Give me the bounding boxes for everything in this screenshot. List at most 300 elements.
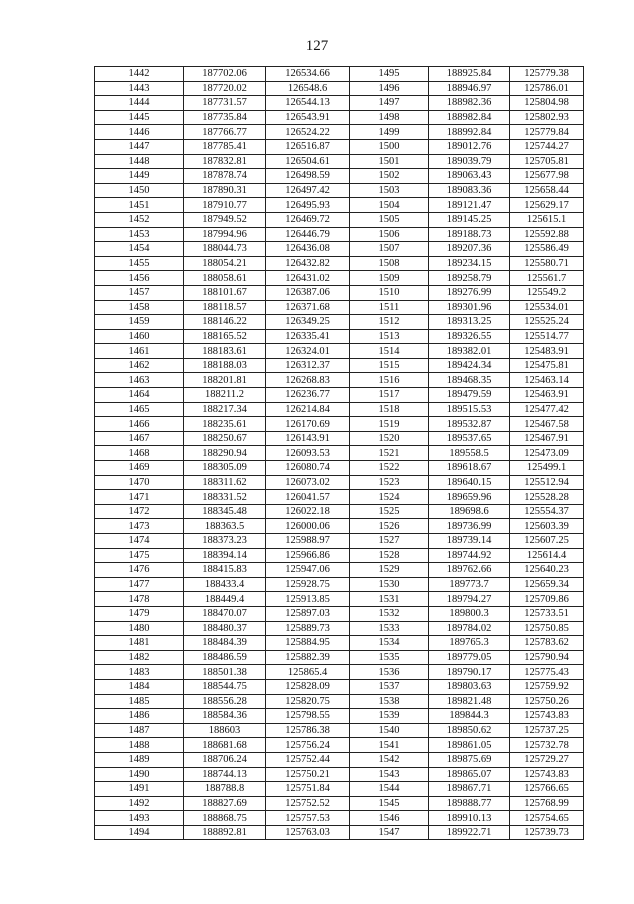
y-coordinate-cell: 125467.91 bbox=[510, 431, 584, 446]
x-coordinate-cell: 189803.63 bbox=[429, 679, 510, 694]
y-coordinate-cell: 125750.85 bbox=[510, 621, 584, 636]
y-coordinate-cell: 126335.41 bbox=[266, 329, 350, 344]
x-coordinate-cell: 188480.37 bbox=[184, 621, 266, 636]
x-coordinate-cell: 189779.05 bbox=[429, 650, 510, 665]
y-coordinate-cell: 126170.69 bbox=[266, 417, 350, 432]
point-number-cell: 1471 bbox=[95, 490, 184, 505]
x-coordinate-cell: 188946.97 bbox=[429, 81, 510, 96]
y-coordinate-cell: 125592.88 bbox=[510, 227, 584, 242]
x-coordinate-cell: 187890.31 bbox=[184, 183, 266, 198]
point-number-cell: 1536 bbox=[350, 665, 429, 680]
point-number-cell: 1502 bbox=[350, 169, 429, 184]
y-coordinate-cell: 126495.93 bbox=[266, 198, 350, 213]
x-coordinate-cell: 189640.15 bbox=[429, 475, 510, 490]
table-row bbox=[95, 548, 584, 563]
point-number-cell: 1449 bbox=[95, 169, 184, 184]
point-number-cell: 1496 bbox=[350, 81, 429, 96]
point-number-cell: 1477 bbox=[95, 577, 184, 592]
x-coordinate-cell: 189234.15 bbox=[429, 256, 510, 271]
y-coordinate-cell: 126143.91 bbox=[266, 431, 350, 446]
y-coordinate-cell: 126324.01 bbox=[266, 344, 350, 359]
y-coordinate-cell: 125709.86 bbox=[510, 592, 584, 607]
point-number-cell: 1454 bbox=[95, 242, 184, 257]
y-coordinate-cell: 125790.94 bbox=[510, 650, 584, 665]
point-number-cell: 1509 bbox=[350, 271, 429, 286]
x-coordinate-cell: 189537.65 bbox=[429, 431, 510, 446]
point-number-cell: 1507 bbox=[350, 242, 429, 257]
y-coordinate-cell: 126080.74 bbox=[266, 461, 350, 476]
x-coordinate-cell: 188305.09 bbox=[184, 461, 266, 476]
y-coordinate-cell: 125561.7 bbox=[510, 271, 584, 286]
y-coordinate-cell: 125947.06 bbox=[266, 563, 350, 578]
point-number-cell: 1544 bbox=[350, 782, 429, 797]
y-coordinate-cell: 126431.02 bbox=[266, 271, 350, 286]
x-coordinate-cell: 187702.06 bbox=[184, 67, 266, 82]
y-coordinate-cell: 126469.72 bbox=[266, 212, 350, 227]
x-coordinate-cell: 188394.14 bbox=[184, 548, 266, 563]
y-coordinate-cell: 125640.23 bbox=[510, 563, 584, 578]
point-number-cell: 1461 bbox=[95, 344, 184, 359]
point-number-cell: 1456 bbox=[95, 271, 184, 286]
x-coordinate-cell: 189479.59 bbox=[429, 388, 510, 403]
x-coordinate-cell: 188501.38 bbox=[184, 665, 266, 680]
y-coordinate-cell: 125615.1 bbox=[510, 212, 584, 227]
point-number-cell: 1468 bbox=[95, 446, 184, 461]
y-coordinate-cell: 125779.84 bbox=[510, 125, 584, 140]
y-coordinate-cell: 125750.21 bbox=[266, 767, 350, 782]
point-number-cell: 1470 bbox=[95, 475, 184, 490]
y-coordinate-cell: 125514.77 bbox=[510, 329, 584, 344]
y-coordinate-cell: 125766.65 bbox=[510, 782, 584, 797]
table-row bbox=[95, 358, 584, 373]
point-number-cell: 1479 bbox=[95, 606, 184, 621]
x-coordinate-cell: 187720.02 bbox=[184, 81, 266, 96]
y-coordinate-cell: 125744.27 bbox=[510, 139, 584, 154]
x-coordinate-cell: 189326.55 bbox=[429, 329, 510, 344]
point-number-cell: 1545 bbox=[350, 796, 429, 811]
table-row bbox=[95, 475, 584, 490]
table-row bbox=[95, 242, 584, 257]
y-coordinate-cell: 125756.24 bbox=[266, 738, 350, 753]
point-number-cell: 1510 bbox=[350, 285, 429, 300]
point-number-cell: 1500 bbox=[350, 139, 429, 154]
point-number-cell: 1458 bbox=[95, 300, 184, 315]
x-coordinate-cell: 188584.36 bbox=[184, 709, 266, 724]
x-coordinate-cell: 188363.5 bbox=[184, 519, 266, 534]
x-coordinate-cell: 187994.96 bbox=[184, 227, 266, 242]
y-coordinate-cell: 126041.57 bbox=[266, 490, 350, 505]
y-coordinate-cell: 126436.08 bbox=[266, 242, 350, 257]
point-number-cell: 1522 bbox=[350, 461, 429, 476]
y-coordinate-cell: 126022.18 bbox=[266, 504, 350, 519]
y-coordinate-cell: 125603.39 bbox=[510, 519, 584, 534]
y-coordinate-cell: 126497.42 bbox=[266, 183, 350, 198]
point-number-cell: 1526 bbox=[350, 519, 429, 534]
table-row bbox=[95, 183, 584, 198]
x-coordinate-cell: 187949.52 bbox=[184, 212, 266, 227]
table-row bbox=[95, 315, 584, 330]
point-number-cell: 1467 bbox=[95, 431, 184, 446]
y-coordinate-cell: 125554.37 bbox=[510, 504, 584, 519]
point-number-cell: 1515 bbox=[350, 358, 429, 373]
x-coordinate-cell: 188058.61 bbox=[184, 271, 266, 286]
point-number-cell: 1464 bbox=[95, 388, 184, 403]
y-coordinate-cell: 125534.01 bbox=[510, 300, 584, 315]
x-coordinate-cell: 189468.35 bbox=[429, 373, 510, 388]
table-row bbox=[95, 271, 584, 286]
point-number-cell: 1525 bbox=[350, 504, 429, 519]
coordinates-table-body bbox=[95, 67, 584, 840]
x-coordinate-cell: 189784.02 bbox=[429, 621, 510, 636]
point-number-cell: 1530 bbox=[350, 577, 429, 592]
point-number-cell: 1533 bbox=[350, 621, 429, 636]
y-coordinate-cell: 125499.1 bbox=[510, 461, 584, 476]
x-coordinate-cell: 188982.84 bbox=[429, 110, 510, 125]
x-coordinate-cell: 189515.53 bbox=[429, 402, 510, 417]
x-coordinate-cell: 188681.68 bbox=[184, 738, 266, 753]
point-number-cell: 1528 bbox=[350, 548, 429, 563]
point-number-cell: 1486 bbox=[95, 709, 184, 724]
x-coordinate-cell: 188188.03 bbox=[184, 358, 266, 373]
point-number-cell: 1462 bbox=[95, 358, 184, 373]
x-coordinate-cell: 189875.69 bbox=[429, 752, 510, 767]
point-number-cell: 1539 bbox=[350, 709, 429, 724]
point-number-cell: 1495 bbox=[350, 67, 429, 82]
y-coordinate-cell: 125677.98 bbox=[510, 169, 584, 184]
x-coordinate-cell: 188044.73 bbox=[184, 242, 266, 257]
point-number-cell: 1505 bbox=[350, 212, 429, 227]
x-coordinate-cell: 187785.41 bbox=[184, 139, 266, 154]
y-coordinate-cell: 125477.42 bbox=[510, 402, 584, 417]
x-coordinate-cell: 189659.96 bbox=[429, 490, 510, 505]
point-number-cell: 1494 bbox=[95, 825, 184, 840]
x-coordinate-cell: 188415.83 bbox=[184, 563, 266, 578]
y-coordinate-cell: 125586.49 bbox=[510, 242, 584, 257]
point-number-cell: 1504 bbox=[350, 198, 429, 213]
y-coordinate-cell: 125786.38 bbox=[266, 723, 350, 738]
table-row bbox=[95, 811, 584, 826]
x-coordinate-cell: 189790.17 bbox=[429, 665, 510, 680]
y-coordinate-cell: 125798.55 bbox=[266, 709, 350, 724]
x-coordinate-cell: 188146.22 bbox=[184, 315, 266, 330]
y-coordinate-cell: 125463.91 bbox=[510, 388, 584, 403]
point-number-cell: 1453 bbox=[95, 227, 184, 242]
table-row bbox=[95, 592, 584, 607]
y-coordinate-cell: 125889.73 bbox=[266, 621, 350, 636]
table-row bbox=[95, 96, 584, 111]
point-number-cell: 1508 bbox=[350, 256, 429, 271]
point-number-cell: 1476 bbox=[95, 563, 184, 578]
point-number-cell: 1543 bbox=[350, 767, 429, 782]
table-row bbox=[95, 825, 584, 840]
y-coordinate-cell: 126268.83 bbox=[266, 373, 350, 388]
y-coordinate-cell: 126371.68 bbox=[266, 300, 350, 315]
y-coordinate-cell: 125786.01 bbox=[510, 81, 584, 96]
y-coordinate-cell: 125988.97 bbox=[266, 534, 350, 549]
point-number-cell: 1516 bbox=[350, 373, 429, 388]
x-coordinate-cell: 188118.57 bbox=[184, 300, 266, 315]
x-coordinate-cell: 189773.7 bbox=[429, 577, 510, 592]
point-number-cell: 1524 bbox=[350, 490, 429, 505]
point-number-cell: 1517 bbox=[350, 388, 429, 403]
table-row bbox=[95, 110, 584, 125]
point-number-cell: 1527 bbox=[350, 534, 429, 549]
y-coordinate-cell: 125966.86 bbox=[266, 548, 350, 563]
point-number-cell: 1499 bbox=[350, 125, 429, 140]
table-row bbox=[95, 344, 584, 359]
y-coordinate-cell: 126544.13 bbox=[266, 96, 350, 111]
point-number-cell: 1531 bbox=[350, 592, 429, 607]
y-coordinate-cell: 125463.14 bbox=[510, 373, 584, 388]
point-number-cell: 1482 bbox=[95, 650, 184, 665]
y-coordinate-cell: 125775.43 bbox=[510, 665, 584, 680]
y-coordinate-cell: 125475.81 bbox=[510, 358, 584, 373]
table-row bbox=[95, 709, 584, 724]
y-coordinate-cell: 125473.09 bbox=[510, 446, 584, 461]
table-row bbox=[95, 154, 584, 169]
x-coordinate-cell: 189922.71 bbox=[429, 825, 510, 840]
point-number-cell: 1451 bbox=[95, 198, 184, 213]
table-row bbox=[95, 796, 584, 811]
x-coordinate-cell: 188250.67 bbox=[184, 431, 266, 446]
point-number-cell: 1446 bbox=[95, 125, 184, 140]
table-row bbox=[95, 577, 584, 592]
table-row bbox=[95, 490, 584, 505]
x-coordinate-cell: 189765.3 bbox=[429, 636, 510, 651]
table-row bbox=[95, 169, 584, 184]
point-number-cell: 1542 bbox=[350, 752, 429, 767]
point-number-cell: 1480 bbox=[95, 621, 184, 636]
point-number-cell: 1506 bbox=[350, 227, 429, 242]
y-coordinate-cell: 125865.4 bbox=[266, 665, 350, 680]
x-coordinate-cell: 188449.4 bbox=[184, 592, 266, 607]
point-number-cell: 1457 bbox=[95, 285, 184, 300]
x-coordinate-cell: 189039.79 bbox=[429, 154, 510, 169]
point-number-cell: 1490 bbox=[95, 767, 184, 782]
page-number: 127 bbox=[305, 38, 329, 54]
x-coordinate-cell: 189739.14 bbox=[429, 534, 510, 549]
x-coordinate-cell: 187766.77 bbox=[184, 125, 266, 140]
point-number-cell: 1492 bbox=[95, 796, 184, 811]
y-coordinate-cell: 125729.27 bbox=[510, 752, 584, 767]
y-coordinate-cell: 125528.28 bbox=[510, 490, 584, 505]
y-coordinate-cell: 125884.95 bbox=[266, 636, 350, 651]
x-coordinate-cell: 189258.79 bbox=[429, 271, 510, 286]
table-row bbox=[95, 534, 584, 549]
y-coordinate-cell: 125759.92 bbox=[510, 679, 584, 694]
point-number-cell: 1546 bbox=[350, 811, 429, 826]
table-row bbox=[95, 81, 584, 96]
point-number-cell: 1487 bbox=[95, 723, 184, 738]
x-coordinate-cell: 189800.3 bbox=[429, 606, 510, 621]
x-coordinate-cell: 189910.13 bbox=[429, 811, 510, 826]
x-coordinate-cell: 189063.43 bbox=[429, 169, 510, 184]
y-coordinate-cell: 126312.37 bbox=[266, 358, 350, 373]
x-coordinate-cell: 188211.2 bbox=[184, 388, 266, 403]
x-coordinate-cell: 188892.81 bbox=[184, 825, 266, 840]
point-number-cell: 1465 bbox=[95, 402, 184, 417]
table-row bbox=[95, 125, 584, 140]
y-coordinate-cell: 125757.53 bbox=[266, 811, 350, 826]
point-number-cell: 1513 bbox=[350, 329, 429, 344]
x-coordinate-cell: 188311.62 bbox=[184, 475, 266, 490]
table-row bbox=[95, 563, 584, 578]
y-coordinate-cell: 125882.39 bbox=[266, 650, 350, 665]
point-number-cell: 1489 bbox=[95, 752, 184, 767]
y-coordinate-cell: 126236.77 bbox=[266, 388, 350, 403]
y-coordinate-cell: 126432.82 bbox=[266, 256, 350, 271]
x-coordinate-cell: 188484.39 bbox=[184, 636, 266, 651]
x-coordinate-cell: 188470.07 bbox=[184, 606, 266, 621]
x-coordinate-cell: 189207.36 bbox=[429, 242, 510, 257]
y-coordinate-cell: 125629.17 bbox=[510, 198, 584, 213]
point-number-cell: 1541 bbox=[350, 738, 429, 753]
x-coordinate-cell: 188165.52 bbox=[184, 329, 266, 344]
point-number-cell: 1473 bbox=[95, 519, 184, 534]
point-number-cell: 1518 bbox=[350, 402, 429, 417]
y-coordinate-cell: 125751.84 bbox=[266, 782, 350, 797]
x-coordinate-cell: 189865.07 bbox=[429, 767, 510, 782]
table-row bbox=[95, 417, 584, 432]
point-number-cell: 1443 bbox=[95, 81, 184, 96]
x-coordinate-cell: 189083.36 bbox=[429, 183, 510, 198]
point-number-cell: 1538 bbox=[350, 694, 429, 709]
table-row bbox=[95, 694, 584, 709]
x-coordinate-cell: 188788.8 bbox=[184, 782, 266, 797]
x-coordinate-cell: 189012.76 bbox=[429, 139, 510, 154]
x-coordinate-cell: 189121.47 bbox=[429, 198, 510, 213]
x-coordinate-cell: 188433.4 bbox=[184, 577, 266, 592]
table-row bbox=[95, 621, 584, 636]
y-coordinate-cell: 126504.61 bbox=[266, 154, 350, 169]
x-coordinate-cell: 189424.34 bbox=[429, 358, 510, 373]
x-coordinate-cell: 187910.77 bbox=[184, 198, 266, 213]
point-number-cell: 1466 bbox=[95, 417, 184, 432]
y-coordinate-cell: 126516.87 bbox=[266, 139, 350, 154]
point-number-cell: 1488 bbox=[95, 738, 184, 753]
x-coordinate-cell: 189276.99 bbox=[429, 285, 510, 300]
x-coordinate-cell: 188290.94 bbox=[184, 446, 266, 461]
table-row bbox=[95, 300, 584, 315]
table-row bbox=[95, 431, 584, 446]
table-row bbox=[95, 752, 584, 767]
table-row bbox=[95, 504, 584, 519]
point-number-cell: 1547 bbox=[350, 825, 429, 840]
point-number-cell: 1503 bbox=[350, 183, 429, 198]
x-coordinate-cell: 187735.84 bbox=[184, 110, 266, 125]
x-coordinate-cell: 189861.05 bbox=[429, 738, 510, 753]
table-row bbox=[95, 388, 584, 403]
y-coordinate-cell: 126214.84 bbox=[266, 402, 350, 417]
y-coordinate-cell: 125658.44 bbox=[510, 183, 584, 198]
table-row bbox=[95, 446, 584, 461]
x-coordinate-cell: 189618.67 bbox=[429, 461, 510, 476]
table-row bbox=[95, 636, 584, 651]
table-row bbox=[95, 606, 584, 621]
y-coordinate-cell: 125483.91 bbox=[510, 344, 584, 359]
point-number-cell: 1514 bbox=[350, 344, 429, 359]
table-row bbox=[95, 67, 584, 82]
point-number-cell: 1447 bbox=[95, 139, 184, 154]
point-number-cell: 1444 bbox=[95, 96, 184, 111]
point-number-cell: 1448 bbox=[95, 154, 184, 169]
table-row bbox=[95, 461, 584, 476]
x-coordinate-cell: 189850.62 bbox=[429, 723, 510, 738]
table-row bbox=[95, 285, 584, 300]
point-number-cell: 1481 bbox=[95, 636, 184, 651]
x-coordinate-cell: 188331.52 bbox=[184, 490, 266, 505]
y-coordinate-cell: 125705.81 bbox=[510, 154, 584, 169]
x-coordinate-cell: 188486.59 bbox=[184, 650, 266, 665]
y-coordinate-cell: 125763.03 bbox=[266, 825, 350, 840]
point-number-cell: 1519 bbox=[350, 417, 429, 432]
y-coordinate-cell: 125549.2 bbox=[510, 285, 584, 300]
point-number-cell: 1523 bbox=[350, 475, 429, 490]
point-number-cell: 1474 bbox=[95, 534, 184, 549]
x-coordinate-cell: 189313.25 bbox=[429, 315, 510, 330]
point-number-cell: 1483 bbox=[95, 665, 184, 680]
point-number-cell: 1469 bbox=[95, 461, 184, 476]
y-coordinate-cell: 125828.09 bbox=[266, 679, 350, 694]
point-number-cell: 1485 bbox=[95, 694, 184, 709]
point-number-cell: 1540 bbox=[350, 723, 429, 738]
point-number-cell: 1463 bbox=[95, 373, 184, 388]
point-number-cell: 1442 bbox=[95, 67, 184, 82]
point-number-cell: 1455 bbox=[95, 256, 184, 271]
point-number-cell: 1459 bbox=[95, 315, 184, 330]
table-row bbox=[95, 650, 584, 665]
y-coordinate-cell: 125659.34 bbox=[510, 577, 584, 592]
point-number-cell: 1475 bbox=[95, 548, 184, 563]
point-number-cell: 1501 bbox=[350, 154, 429, 169]
y-coordinate-cell: 126073.02 bbox=[266, 475, 350, 490]
point-number-cell: 1529 bbox=[350, 563, 429, 578]
y-coordinate-cell: 125783.62 bbox=[510, 636, 584, 651]
y-coordinate-cell: 125913.85 bbox=[266, 592, 350, 607]
point-number-cell: 1520 bbox=[350, 431, 429, 446]
x-coordinate-cell: 187832.81 bbox=[184, 154, 266, 169]
table-row bbox=[95, 679, 584, 694]
y-coordinate-cell: 125820.75 bbox=[266, 694, 350, 709]
table-row bbox=[95, 782, 584, 797]
x-coordinate-cell: 188183.61 bbox=[184, 344, 266, 359]
y-coordinate-cell: 126093.53 bbox=[266, 446, 350, 461]
y-coordinate-cell: 126349.25 bbox=[266, 315, 350, 330]
y-coordinate-cell: 125512.94 bbox=[510, 475, 584, 490]
y-coordinate-cell: 126534.66 bbox=[266, 67, 350, 82]
y-coordinate-cell: 125752.52 bbox=[266, 796, 350, 811]
x-coordinate-cell: 189698.6 bbox=[429, 504, 510, 519]
y-coordinate-cell: 125739.73 bbox=[510, 825, 584, 840]
table-row bbox=[95, 723, 584, 738]
y-coordinate-cell: 125733.51 bbox=[510, 606, 584, 621]
y-coordinate-cell: 126548.6 bbox=[266, 81, 350, 96]
x-coordinate-cell: 188706.24 bbox=[184, 752, 266, 767]
y-coordinate-cell: 125580.71 bbox=[510, 256, 584, 271]
point-number-cell: 1532 bbox=[350, 606, 429, 621]
x-coordinate-cell: 189888.77 bbox=[429, 796, 510, 811]
y-coordinate-cell: 125525.24 bbox=[510, 315, 584, 330]
point-number-cell: 1535 bbox=[350, 650, 429, 665]
point-number-cell: 1491 bbox=[95, 782, 184, 797]
x-coordinate-cell: 189532.87 bbox=[429, 417, 510, 432]
table-row bbox=[95, 738, 584, 753]
y-coordinate-cell: 125802.93 bbox=[510, 110, 584, 125]
x-coordinate-cell: 188982.36 bbox=[429, 96, 510, 111]
x-coordinate-cell: 189844.3 bbox=[429, 709, 510, 724]
table-row bbox=[95, 227, 584, 242]
y-coordinate-cell: 126387.06 bbox=[266, 285, 350, 300]
